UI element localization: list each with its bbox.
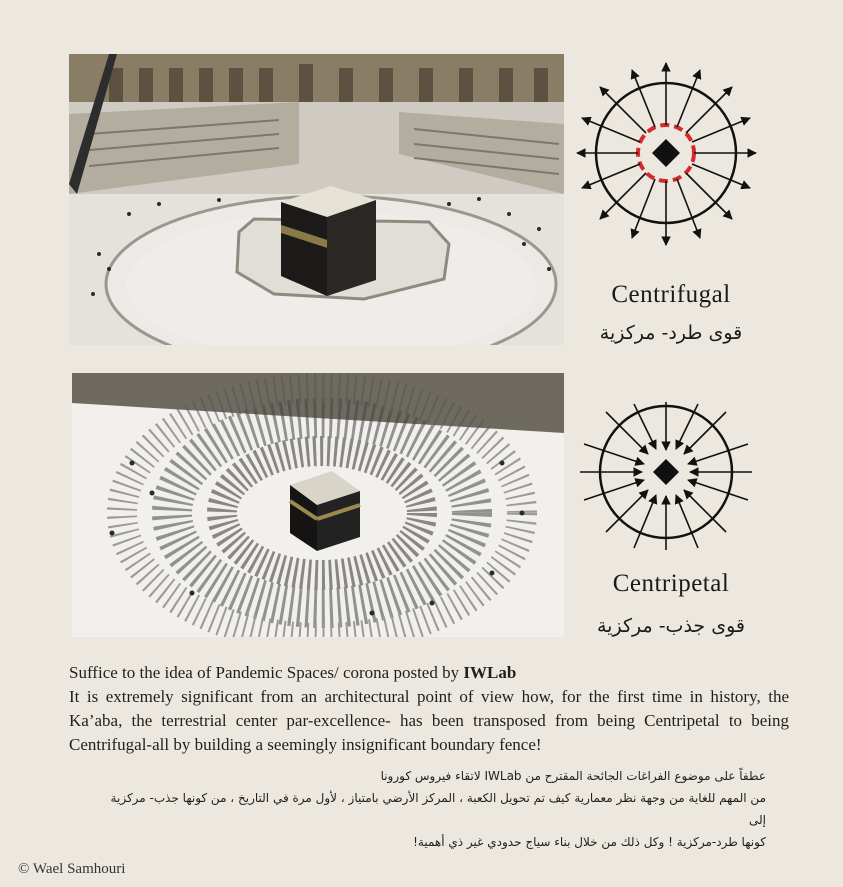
centrifugal-diagram bbox=[574, 60, 758, 250]
kaaba-crowd-illustration bbox=[72, 373, 564, 637]
photo-crowded-mataf bbox=[72, 373, 564, 637]
arabic-line-2: من المهم للغاية من وجهة نظر معمارية كيف تم تحويل الكعبة ، المركز الأرضي بامتياز ، لأول مرة في التاريخ ، من كونها جذب- مركزية إلى bbox=[110, 791, 766, 827]
copyright-notice: © Wael Samhouri bbox=[18, 861, 126, 877]
kaaba-diamond-icon bbox=[653, 459, 679, 485]
description-paragraph: It is extremely significant from an architectural point of view how, for the first time in history, the Ka’aba, the terrestrial center par-excellence- has been transposed from being Centripetal to being Centrifugal-all by building a seemingly insignificant boundary fence! bbox=[69, 687, 789, 754]
arabic-description bbox=[100, 765, 766, 853]
kaaba-diamond-icon bbox=[652, 139, 680, 167]
centripetal-diagram bbox=[574, 400, 758, 565]
intro-line bbox=[69, 661, 789, 685]
centripetal-caption: Centripetal bbox=[612, 570, 730, 597]
kaaba-empty-illustration bbox=[69, 54, 564, 345]
centrifugal-caption-arabic: قوى طرد- مركزية bbox=[599, 322, 743, 344]
arabic-line-1: عطفاً على موضوع الفراغات الجائحة المقترح من IWLab لاتقاء فيروس كورونا bbox=[380, 769, 766, 783]
english-description bbox=[69, 661, 789, 757]
intro-text: Suffice to the idea of Pandemic Spaces/ corona posted by bbox=[69, 663, 464, 682]
centrifugal-caption: Centrifugal bbox=[611, 281, 731, 308]
author-name: IWLab bbox=[463, 663, 517, 682]
centripetal-caption-arabic: قوى جذب- مركزية bbox=[597, 615, 745, 637]
arabic-line-3: كونها طرد-مركزية ! وكل ذلك من خلال بناء سياج حدودي غير ذي أهمية! bbox=[413, 835, 766, 849]
photo-empty-mataf bbox=[69, 54, 564, 345]
